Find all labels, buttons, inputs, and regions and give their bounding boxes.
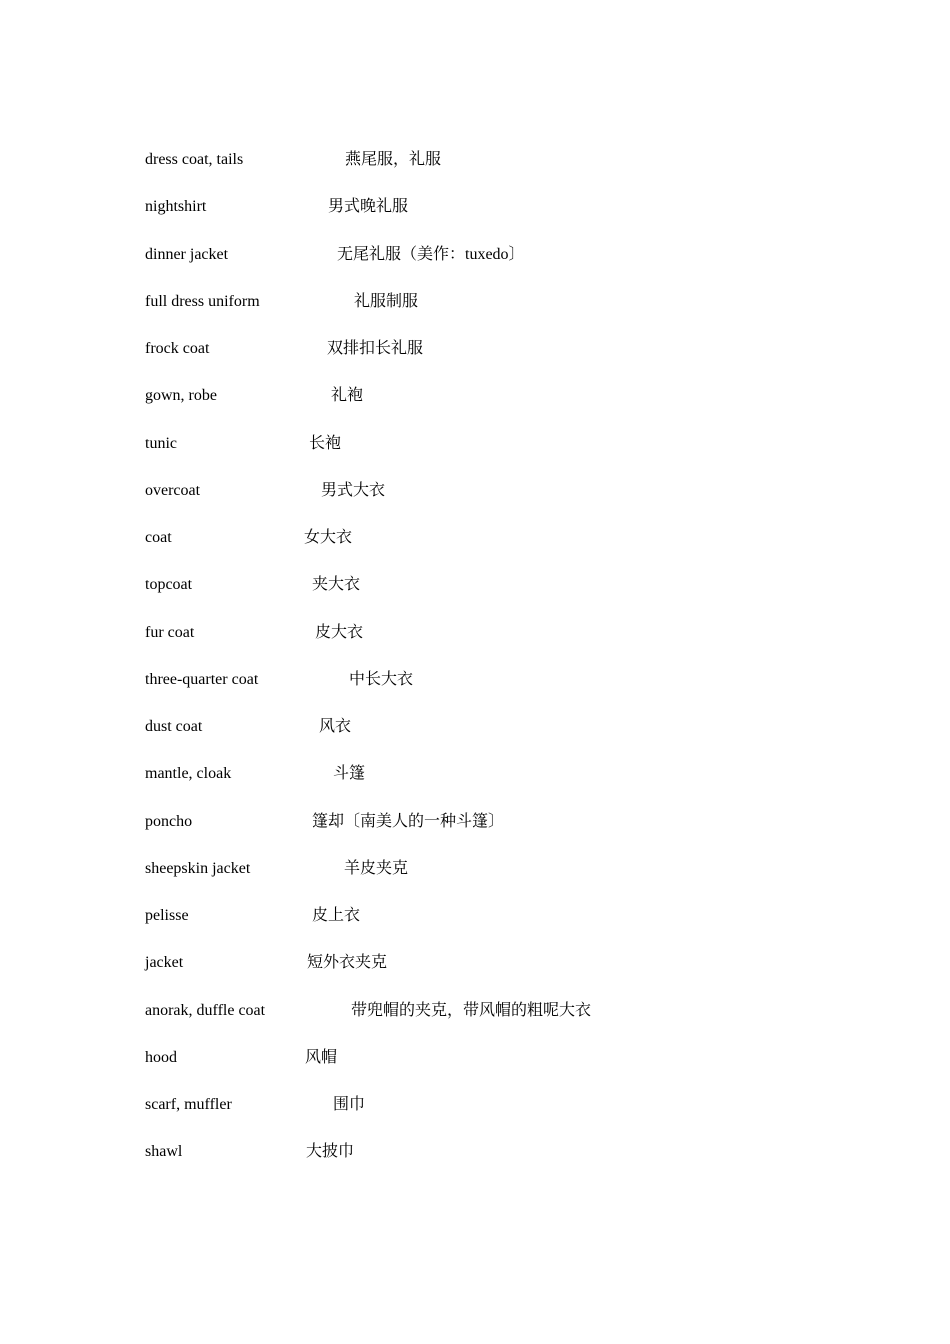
english-term: gown, robe — [145, 387, 217, 405]
chinese-translation: 风帽 — [305, 1048, 338, 1066]
english-term: pelisse — [145, 907, 189, 924]
list-item — [145, 1095, 845, 1142]
chinese-translation: 长袍 — [309, 434, 342, 452]
chinese-translation: 夹大衣 — [312, 576, 361, 594]
chinese-translation: 皮上衣 — [312, 907, 361, 924]
list-item — [145, 670, 845, 717]
english-term: poncho — [145, 812, 193, 830]
list-item — [145, 859, 845, 906]
english-term: dinner jacket — [145, 245, 229, 263]
english-term: frock coat — [145, 340, 210, 357]
list-item — [145, 1048, 845, 1095]
english-term: overcoat — [145, 481, 201, 499]
english-term: three-quarter coat — [145, 670, 259, 688]
chinese-translation: 围巾 — [333, 1096, 366, 1113]
english-term: hood — [145, 1048, 177, 1066]
chinese-translation: 大披巾 — [306, 1143, 355, 1161]
list-item — [145, 812, 845, 859]
chinese-translation: 篷却〔南美人的一种斗篷〕 — [312, 812, 505, 830]
list-item — [145, 1142, 845, 1189]
list-item — [145, 245, 845, 292]
chinese-translation: 无尾礼服（美作：tuxedo〕 — [337, 245, 525, 263]
list-item — [145, 292, 845, 339]
english-term: scarf, muffler — [145, 1096, 232, 1113]
list-item — [145, 906, 845, 953]
english-term: dust coat — [145, 718, 203, 735]
english-term: mantle, cloak — [145, 765, 232, 783]
list-item — [145, 717, 845, 764]
chinese-translation: 男式晚礼服 — [328, 198, 409, 216]
english-term: tunic — [145, 434, 177, 452]
english-term: dress coat, tails — [145, 151, 244, 168]
chinese-translation: 礼服制服 — [354, 292, 419, 310]
list-item — [145, 386, 845, 433]
list-item — [145, 528, 845, 575]
chinese-translation: 风衣 — [319, 718, 352, 735]
english-term: anorak, duffle coat — [145, 1001, 266, 1019]
chinese-translation: 短外衣夹克 — [307, 954, 388, 972]
list-item — [145, 575, 845, 622]
list-item — [145, 1001, 845, 1048]
list-item — [145, 339, 845, 386]
list-item — [145, 764, 845, 811]
list-item — [145, 623, 845, 670]
chinese-translation: 礼袍 — [331, 387, 364, 405]
chinese-translation: 皮大衣 — [315, 623, 364, 641]
chinese-translation: 女大衣 — [304, 529, 353, 546]
list-item — [145, 434, 845, 481]
english-term: jacket — [145, 954, 184, 972]
list-item — [145, 150, 845, 197]
english-term: shawl — [145, 1143, 183, 1161]
vocabulary-list — [145, 150, 845, 1190]
chinese-translation: 羊皮夹克 — [344, 859, 409, 877]
english-term: full dress uniform — [145, 292, 260, 310]
chinese-translation: 中长大衣 — [349, 670, 414, 688]
chinese-translation: 双排扣长礼服 — [327, 340, 424, 357]
chinese-translation: 带兜帽的夹克，带风帽的粗呢大衣 — [351, 1001, 592, 1019]
list-item — [145, 953, 845, 1000]
chinese-translation: 燕尾服，礼服 — [345, 151, 442, 168]
english-term: sheepskin jacket — [145, 859, 251, 877]
chinese-translation: 男式大衣 — [321, 481, 386, 499]
list-item — [145, 481, 845, 528]
english-term: fur coat — [145, 623, 195, 641]
english-term: nightshirt — [145, 198, 207, 216]
english-term: topcoat — [145, 576, 193, 594]
chinese-translation: 斗篷 — [333, 765, 366, 783]
english-term: coat — [145, 529, 172, 546]
list-item — [145, 197, 845, 244]
